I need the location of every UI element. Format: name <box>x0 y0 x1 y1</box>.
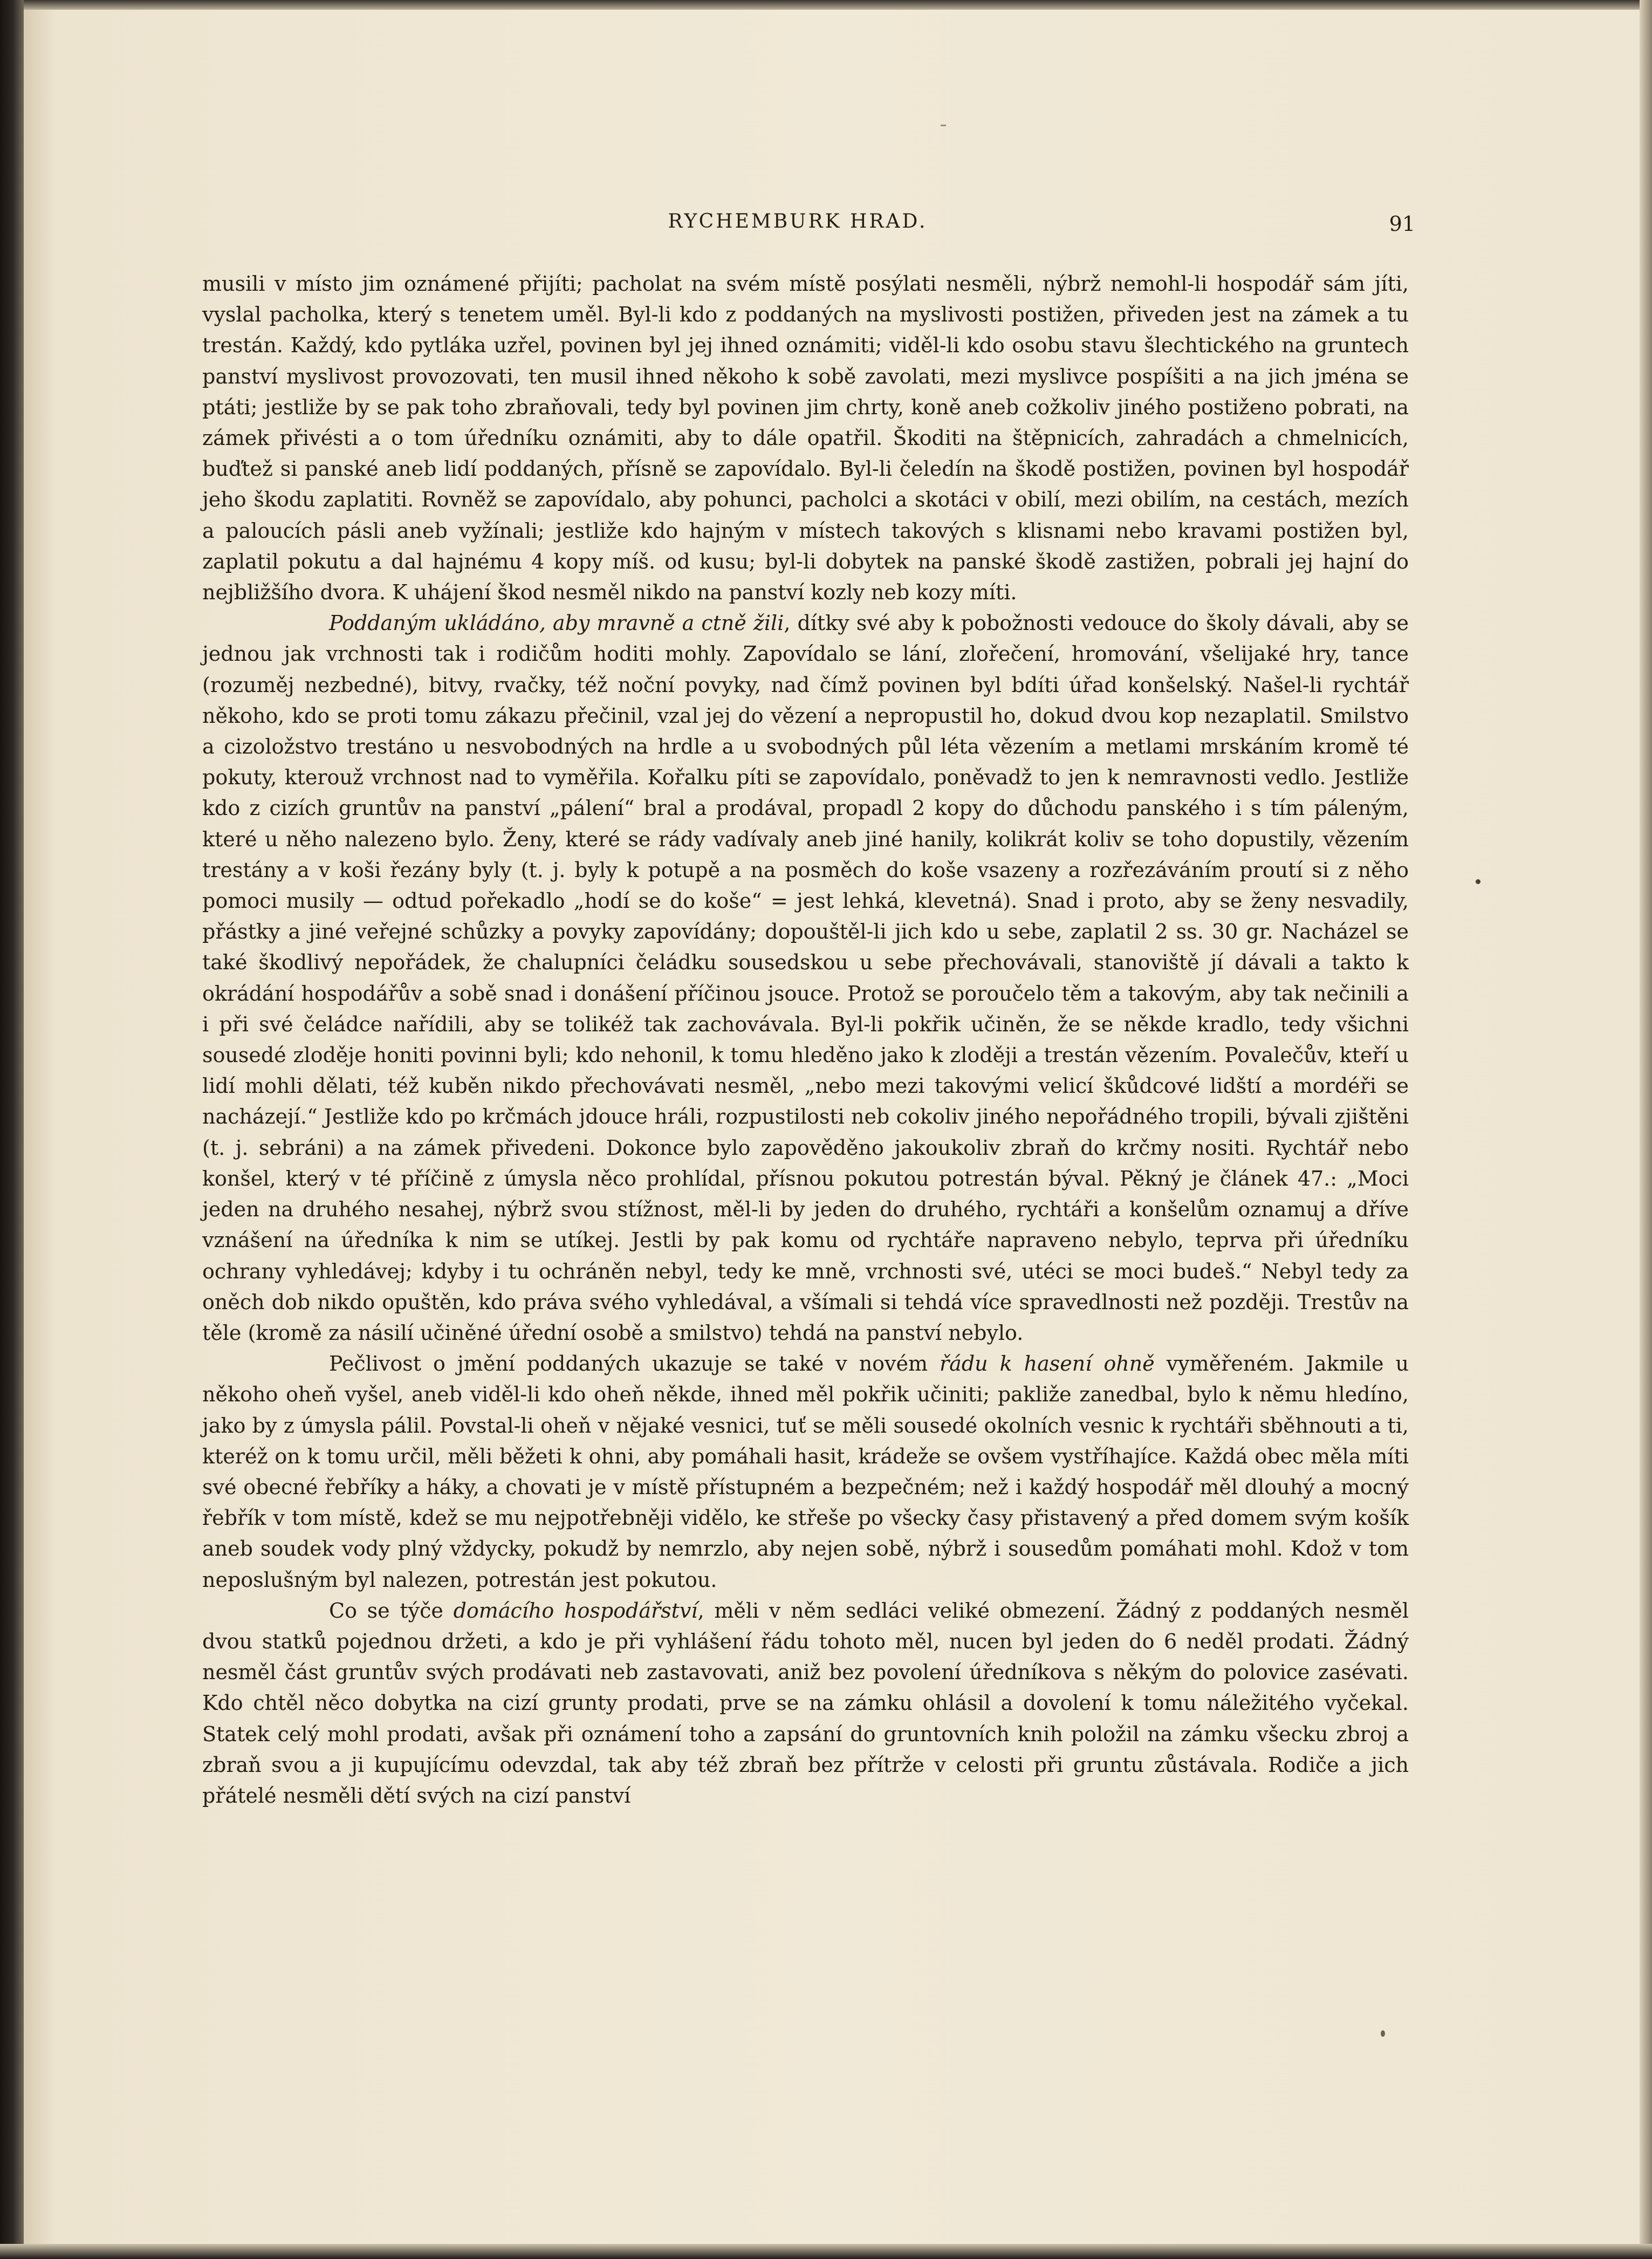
paragraph-text: vyměřeném. Jakmile u někoho oheň vyšel, aneb viděl-li kdo oheň někde, ihned měl pokřik učiniti; pakliže zanedbal, bylo k němu hledíno, jako by z úmysla pálil. Povstal-li oheň v nějaké vesnici, tuť se měli sousedé okolních vesnic k rychtáři sběhnouti a ti, kteréž on k tomu určil, měli běžeti k ohni, aby pomáhali hasit, krádeže se ovšem vystříhajíce. Každá obec měla míti své obecné řebříky a háky, a chovati je v místě přístupném a bezpečném; než i každý hospodář měl dlouhý a mocný řebřík v tom místě, kdež se mu nejpotřebněji vidělo, ke střeše po všecky časy přistavený a před domem svým košík aneb soudek vody plný vždycky, pokudž by nemrzlo, aby nejen sobě, nýbrž i sousedům pomáhati mohl. Kdož v tom neposlušným byl nalezen, potrestán jest pokutou. <box>202 1352 1409 1592</box>
scan-edge-top <box>0 0 1652 10</box>
paragraph-3 <box>202 1348 1409 1596</box>
scan-edge-right <box>1640 0 1652 2259</box>
paragraph-2 <box>202 608 1409 1348</box>
paragraph-italic-heading: Poddaným ukládáno, aby mravně a ctně žili <box>329 611 784 635</box>
paper-speck <box>1381 2030 1385 2037</box>
paper-speck <box>1476 879 1480 884</box>
page-number: 91 <box>1389 212 1415 236</box>
paragraph-4 <box>202 1596 1409 1811</box>
paragraph-text: , dítky své aby k pobožnosti vedouce do školy dávali, aby se jednou jak vrchnosti tak i rodičům hoditi mohly. Zapovídalo se lání, zlořečení, hromování, všelijaké hry, tance (rozuměj nezbedné), bitvy, rvačky, též noční povyky, nad čímž povinen byl bdíti úřad konšelský. Našel-li rychtář někoho, kdo se proti tomu zákazu přečinil, vzal jej do vězení a nepropustil ho, dokud dvou kop nezaplatil. Smilstvo a cizoložstvo trestáno u nesvobodných na hrdle a u svobodných půl léta vězením a metlami mrskáním kromě té pokuty, kterouž vrchnost nad to vyměřila. Kořalku píti se zapovídalo, poněvadž to jen k nemravnosti vedlo. Jestliže kdo z cizích gruntův na panství „pálení“ bral a prodával, propadl 2 kopy do důchodu panského i s tím páleným, které u něho nalezeno bylo. Ženy, které se rády vadívaly aneb jiné hanily, kolikrát koliv se toho dopustily, vězením trestány a v koši řezány byly (t. j. byly k potupě a na posměch do koše vsazeny a rozřezáváním proutí si z něho pomoci musily — odtud pořekadlo „hodí se do koše“ = jest lehká, klevetná). Snad i proto, aby se ženy nesvadily, přástky a jiné veřejné schůzky a povyky zapovídány; dopouštěl-li jich kdo u sebe, zaplatil 2 ss. 30 gr. Nacházel se také škodlivý nepořádek, že chalupníci čeládku sousedskou u sebe přechovávali, stanoviště jí dávali a takto k okrádání hospodářův a sobě snad i donášení příčinou jsouce. Protož se poroučelo těm a takovým, aby tak nečinili a i při své čeládce nařídili, aby se tolikéž tak zachovávala. Byl-li pokřik učiněn, že se někde kradlo, tedy všichni sousedé zloděje honiti povinni byli; kdo nehonil, k tomu hleděno jako k zloději a trestán vězením. Povalečův, kteří u lidí mohli dělati, též kuběn nikdo přechovávati nesměl, „nebo mezi takovými velicí škůdcové lidští a mordéři se nacházejí.“ Jestliže kdo po krčmách jdouce hráli, rozpustilosti neb cokoliv jiného nepořádného tropili, bývali zjištěni (t. j. sebráni) a na zámek přivedeni. Dokonce bylo zapověděno jakoukoliv zbraň do krčmy nositi. Rychtář nebo konšel, který v té příčině z úmysla něco prohlídal, přísnou pokutou potrestán býval. Pěkný je článek 47.: „Moci jeden na druhého nesahej, nýbrž svou stížnost, měl-li by jeden do druhého, rychtáři a konšelům oznamuj a dříve vznášení na úředníka k nim se utíkej. Jestli by pak komu od rychtáře napraveno nebylo, teprva při úředníku ochrany vyhledávej; kdyby i tu ochráněn nebyl, tedy ke mně, vrchnosti své, utéci se moci budeš.“ Nebyl tedy za oněch dob nikdo opuštěn, kdo práva svého vyhledával, a všímali si tehdá více spravedlnosti než později. Trestův na těle (kromě za násilí učiněné úřední osobě a smilstvo) tehdá na panství nebylo. <box>202 611 1409 1345</box>
scan-edge-left <box>0 0 24 2259</box>
page-header <box>24 203 1640 241</box>
paragraph-text: , měli v něm sedláci veliké obmezení. Žádný z poddaných nesměl dvou statků pojednou držeti, a kdo je při vyhlášení řádu tohoto měl, nucen byl jeden do 6 neděl prodati. Žádný nesměl část gruntův svých prodávati neb zastavovati, aniž bez povolení úředníkova s někým do polovice zasévati. Kdo chtěl něco dobytka na cizí grunty prodati, prve se na zámku ohlásil a dovolení k tomu náležitého vyčekal. Statek celý mohl prodati, avšak při oznámení toho a zapsání do gruntovních knih položil na zámku všecku zbroj a zbraň svou a ji kupujícímu odevzdal, tak aby též zbraň bez přítrže v celosti při gruntu zůstávala. Rodiče a jich přátelé nesměli dětí svých na cizí panství <box>202 1598 1409 1808</box>
paragraph-text: Pečlivost o jmění poddaných ukazuje se také v novém <box>329 1352 940 1376</box>
paper-speck <box>941 125 946 126</box>
body-text <box>202 269 1409 1811</box>
paragraph-italic-phrase: domácího hospodářství <box>453 1598 698 1623</box>
running-head: RYCHEMBURK HRAD. <box>668 210 928 232</box>
scan-edge-bottom <box>0 2244 1652 2259</box>
book-page <box>24 10 1640 2244</box>
paragraph-italic-phrase: řádu k hasení ohně <box>940 1352 1155 1376</box>
paragraph-text: musili v místo jim oznámené přijíti; pacholat na svém místě posýlati nesměli, nýbrž nemohl-li hospodář sám jíti, vyslal pacholka, který s tenetem uměl. Byl-li kdo z poddaných na myslivosti postižen, přiveden jest na zámek a tu trestán. Každý, kdo pytláka uzřel, povinen byl jej ihned oznámiti; viděl-li kdo osobu stavu šlechtického na gruntech panství myslivost provozovati, ten musil ihned někoho k sobě zavolati, mezi myslivce pospíšiti a na jich jména se ptáti; jestliže by se pak toho zbraňovali, tedy byl povinen jim chrty, koně aneb cožkoliv jiného postiženo pobrati, na zámek přivésti a o tom úředníku oznámiti, aby to dále opatřil. Škoditi na štěpnicích, zahradách a chmelnicích, buďtež si panské aneb lidí poddaných, přísně se zapovídalo. Byl-li čeledín na škodě postižen, povinen byl hospodář jeho škodu zaplatiti. Rovněž se zapovídalo, aby pohunci, pacholci a skotáci v obilí, mezi obilím, na cestách, mezích a paloucích pásli aneb vyžínali; jestliže kdo hajným v místech takových s klisnami nebo kravami postižen byl, zaplatil pokutu a dal hajnému 4 kopy míš. od kusu; byl-li dobytek na panské škodě zastižen, pobrali jej hajní do nejbližšího dvora. K uhájení škod nesměl nikdo na panství kozly neb kozy míti. <box>202 272 1409 605</box>
paragraph-1 <box>202 269 1409 608</box>
paragraph-text: Co se týče <box>329 1598 454 1623</box>
